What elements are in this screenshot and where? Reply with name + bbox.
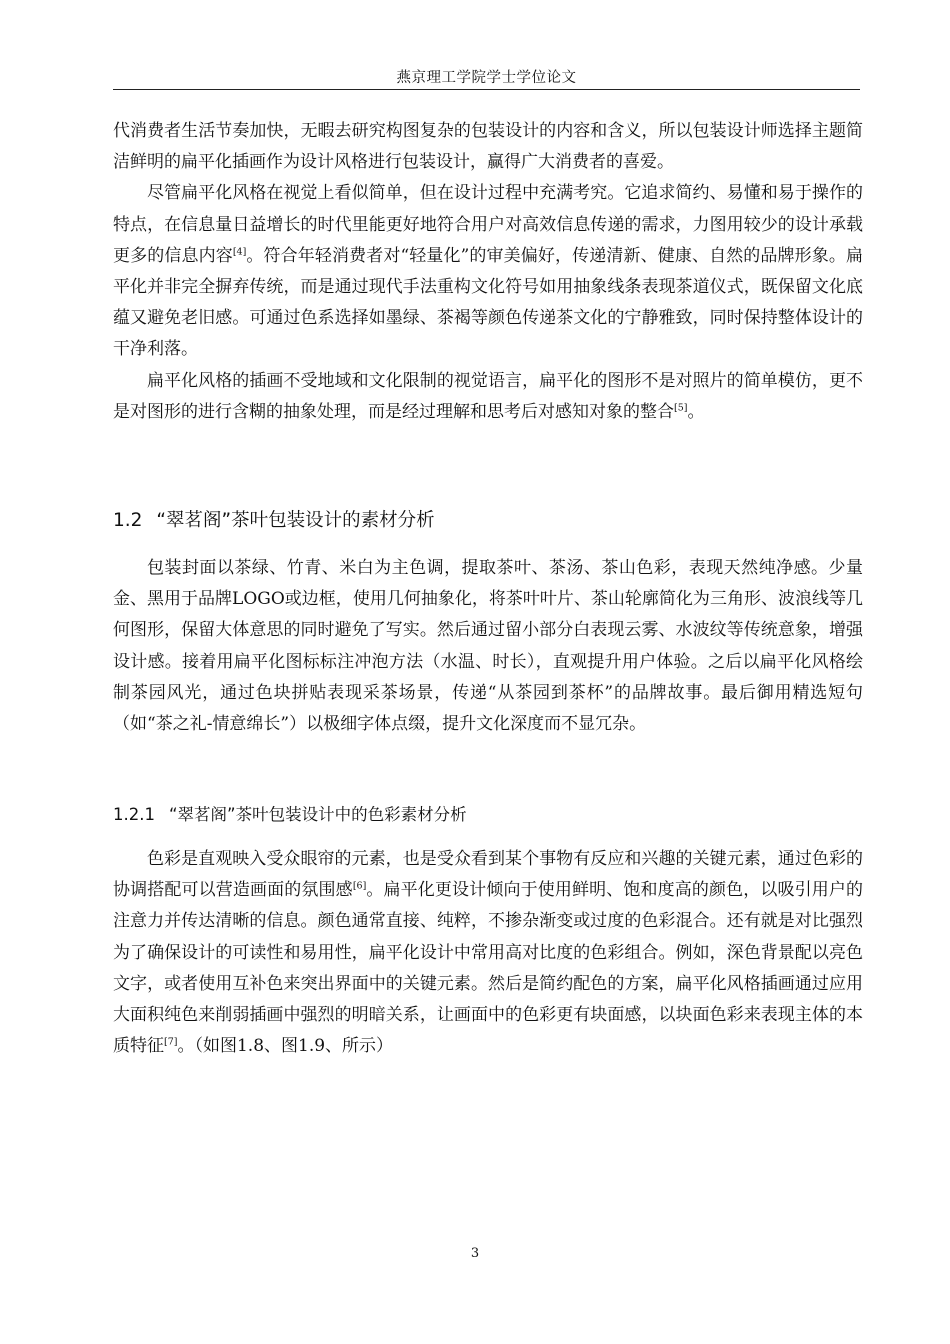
section-1-2-body (113, 553, 863, 740)
citation-7: [7] (164, 1036, 178, 1048)
section-heading-1-2-1 (113, 800, 467, 830)
paragraph-continued: 代消费者生活节奏加快，无暇去研究构图复杂的包装设计的内容和含义，所以包装设计师选择主题简洁鲜明的扁平化插画作为设计风格进行包装设计，赢得广大消费者的喜爱。 (113, 121, 863, 173)
section-number: 1.2.1 (113, 805, 155, 824)
citation-5: [5] (674, 402, 688, 414)
paragraph-text: 。 (687, 401, 705, 422)
paragraph-text: 扁平化风格的插画不受地域和文化限制的视觉语言，扁平化的图形不是对照片的简单模仿，更不是对图形的进行含糊的抽象处理，而是经过理解和思考后对感知对象的整合 (113, 370, 863, 422)
section-1-2-1-body (113, 844, 863, 1062)
citation-6: [6] (352, 880, 367, 892)
intro-text-block (113, 116, 863, 428)
page-number: 3 (470, 1246, 480, 1261)
paragraph-text: 。（如图1.8、图1.9、所示） (177, 1036, 394, 1057)
running-header: 燕京理工学院学士学位论文 (396, 70, 577, 86)
section-title: “翠茗阁”茶叶包装设计中的色彩素材分析 (168, 805, 467, 824)
section-heading-1-2 (113, 504, 435, 538)
paragraph-text: 。符合年轻消费者对“轻量化”的审美偏好，传递清新、健康、自然的品牌形象。扁平化并非完全摒弃传统，而是通过现代手法重构文化符号如用抽象线条表现茶道仪式，既保留文化底蕴又避免老旧感。可通过色系选择如墨绿、茶褐等颜色传递茶文化的宁静雅致，同时保持整体设计的干净利落。 (113, 245, 863, 360)
citation-4: [4] (232, 246, 247, 258)
paragraph-material-analysis: 包装封面以茶绿、竹青、米白为主色调，提取茶叶、茶汤、茶山色彩，表现天然纯净感。少量金、黑用于品牌LOGO或边框，使用几何抽象化，将茶叶叶片、茶山轮廓简化为三角形、波浪线等几何图形，保留大体意思的同时避免了写实。然后通过留小部分白表现云雾、水波纹等传统意象，增强设计感。接着用扁平化图标标注冲泡方法（水温、时长），直观提升用户体验。之后以扁平化风格绘制茶园风光，通过色块拼贴表现采茶场景，传递“从茶园到茶杯”的品牌故事。最后御用精选短句（如“茶之礼-情意绵长”）以极细字体点缀，提升文化深度而不显冗杂。 (113, 558, 863, 735)
paragraph-color-analysis (113, 844, 863, 1062)
paragraph-text: 。扁平化更设计倾向于使用鲜明、饱和度高的颜色，以吸引用户的注意力并传达清晰的信息。颜色通常直接、纯粹，不掺杂渐变或过度的色彩混合。还有就是对比强烈为了确保设计的可读性和易用性，扁平化设计中常用高对比度的色彩组合。例如，深色背景配以亮色文字，或者使用互补色来突出界面中的关键元素。然后是简约配色的方案，扁平化风格插画通过应用大面积纯色来削弱插画中强烈的明暗关系，让画面中的色彩更有块面感，以块面色彩来表现主体的本质特征 (113, 880, 864, 1057)
section-number: 1.2 (113, 510, 143, 531)
paragraph-text: 色彩是直观映入受众眼帘的元素，也是受众看到某个事物有反应和兴趣的关键元素，通过色彩的协调搭配可以营造画面的氛围感 (113, 849, 863, 901)
paragraph-flat-style-design (113, 178, 863, 365)
paragraph-flat-illustration (113, 366, 863, 428)
paragraph-text: 尽管扁平化风格在视觉上看似简单，但在设计过程中充满考究。它追求简约、易懂和易于操作的特点，在信息量日益增长的时代里能更好地符合用户对高效信息传递的需求，力图用较少的设计承载更多的信息内容 (113, 183, 863, 266)
header-rule (113, 89, 860, 90)
section-title: “翠茗阁”茶叶包装设计的素材分析 (156, 510, 435, 531)
